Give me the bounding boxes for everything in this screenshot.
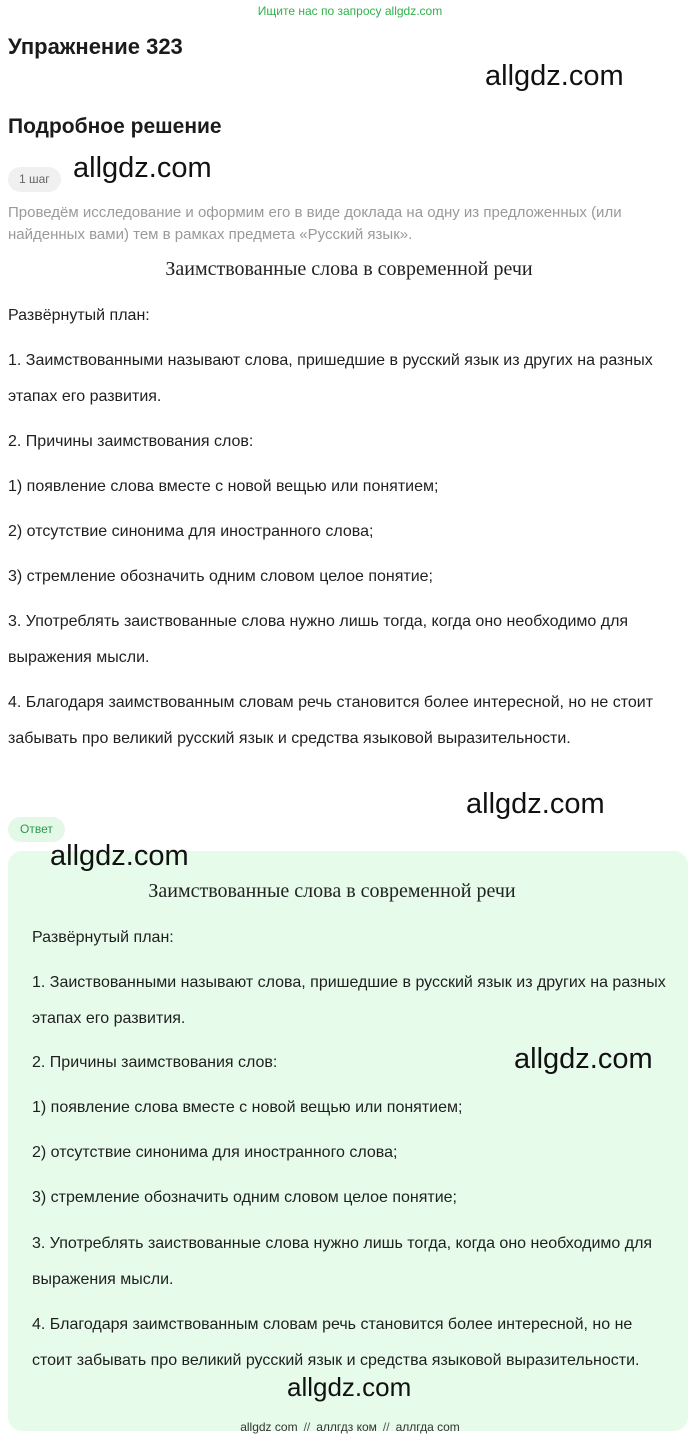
solution-paragraph: 1. Заимствованными называют слова, пришедшие в русский язык из других на разных этапах его развития. — [8, 352, 653, 405]
solution-paragraph: 2. Причины заимствования слов: — [8, 433, 254, 450]
footer-link[interactable]: аллгда com — [395, 1420, 460, 1434]
solution-doc-title: Заимствованные слова в современной речи — [165, 258, 533, 280]
answer-paragraph: 4. Благодаря заимствованным словам речь становится более интересной, но не стоит забывать про великий русский язык и средства языковой выразительности. — [32, 1316, 640, 1369]
answer-paragraph: 1. Заиствованными называют слова, пришедшие в русский язык из других на разных этапах его развития. — [32, 974, 666, 1027]
section-title: Подробное решение — [8, 115, 222, 138]
answer-paragraph: 2. Причины заимствования слов: — [32, 1054, 278, 1071]
watermark: allgdz.com — [514, 1043, 653, 1075]
watermark: allgdz.com — [466, 788, 605, 820]
answer-paragraph: 1) появление слова вместе с новой вещью или понятием; — [32, 1099, 463, 1116]
footer-link[interactable]: allgdz com — [240, 1420, 298, 1434]
footer-separator: // — [382, 1420, 390, 1434]
answer-badge: Ответ — [8, 817, 65, 842]
intro-text: Проведём исследование и оформим его в виде доклада на одну из предложенных (или найденных вами) тем в рамках предмета «Русский язык». — [8, 204, 622, 243]
solution-paragraph: 2) отсутствие синонима для иностранного слова; — [8, 523, 374, 540]
solution-paragraph: Развёрнутый план: — [8, 307, 150, 324]
answer-paragraph: Развёрнутый план: — [32, 929, 174, 946]
answer-paragraph: 3. Употреблять заиствованные слова нужно лишь тогда, когда оно необходимо для выражения мысли. — [32, 1235, 653, 1288]
answer-doc-title: Заимствованные слова в современной речи — [148, 880, 516, 902]
answer-paragraph: 2) отсутствие синонима для иностранного слова; — [32, 1144, 398, 1161]
solution-paragraph: 3) стремление обозначить одним словом целое понятие; — [8, 568, 433, 585]
watermark: allgdz.com — [485, 60, 624, 92]
page-title: Упражнение 323 — [8, 34, 183, 59]
solution-paragraph: 3. Употреблять заиствованные слова нужно лишь тогда, когда оно необходимо для выражения мысли. — [8, 613, 629, 666]
watermark: allgdz.com — [287, 1372, 412, 1402]
watermark: allgdz.com — [73, 152, 212, 184]
footer — [0, 1420, 700, 1434]
answer-paragraph: 3) стремление обозначить одним словом целое понятие; — [32, 1189, 457, 1206]
footer-separator: // — [303, 1420, 311, 1434]
watermark: allgdz.com — [50, 840, 189, 872]
footer-link[interactable]: аллгдз ком — [316, 1420, 377, 1434]
solution-paragraph: 4. Благодаря заимствованным словам речь становится более интересной, но не стоит забывать про великий русский язык и средства языковой выразительности. — [8, 694, 654, 747]
top-banner: Ищите нас по запросу allgdz.com — [257, 4, 443, 18]
solution-paragraph: 1) появление слова вместе с новой вещью или понятием; — [8, 478, 439, 495]
step-badge: 1 шаг — [8, 167, 61, 192]
